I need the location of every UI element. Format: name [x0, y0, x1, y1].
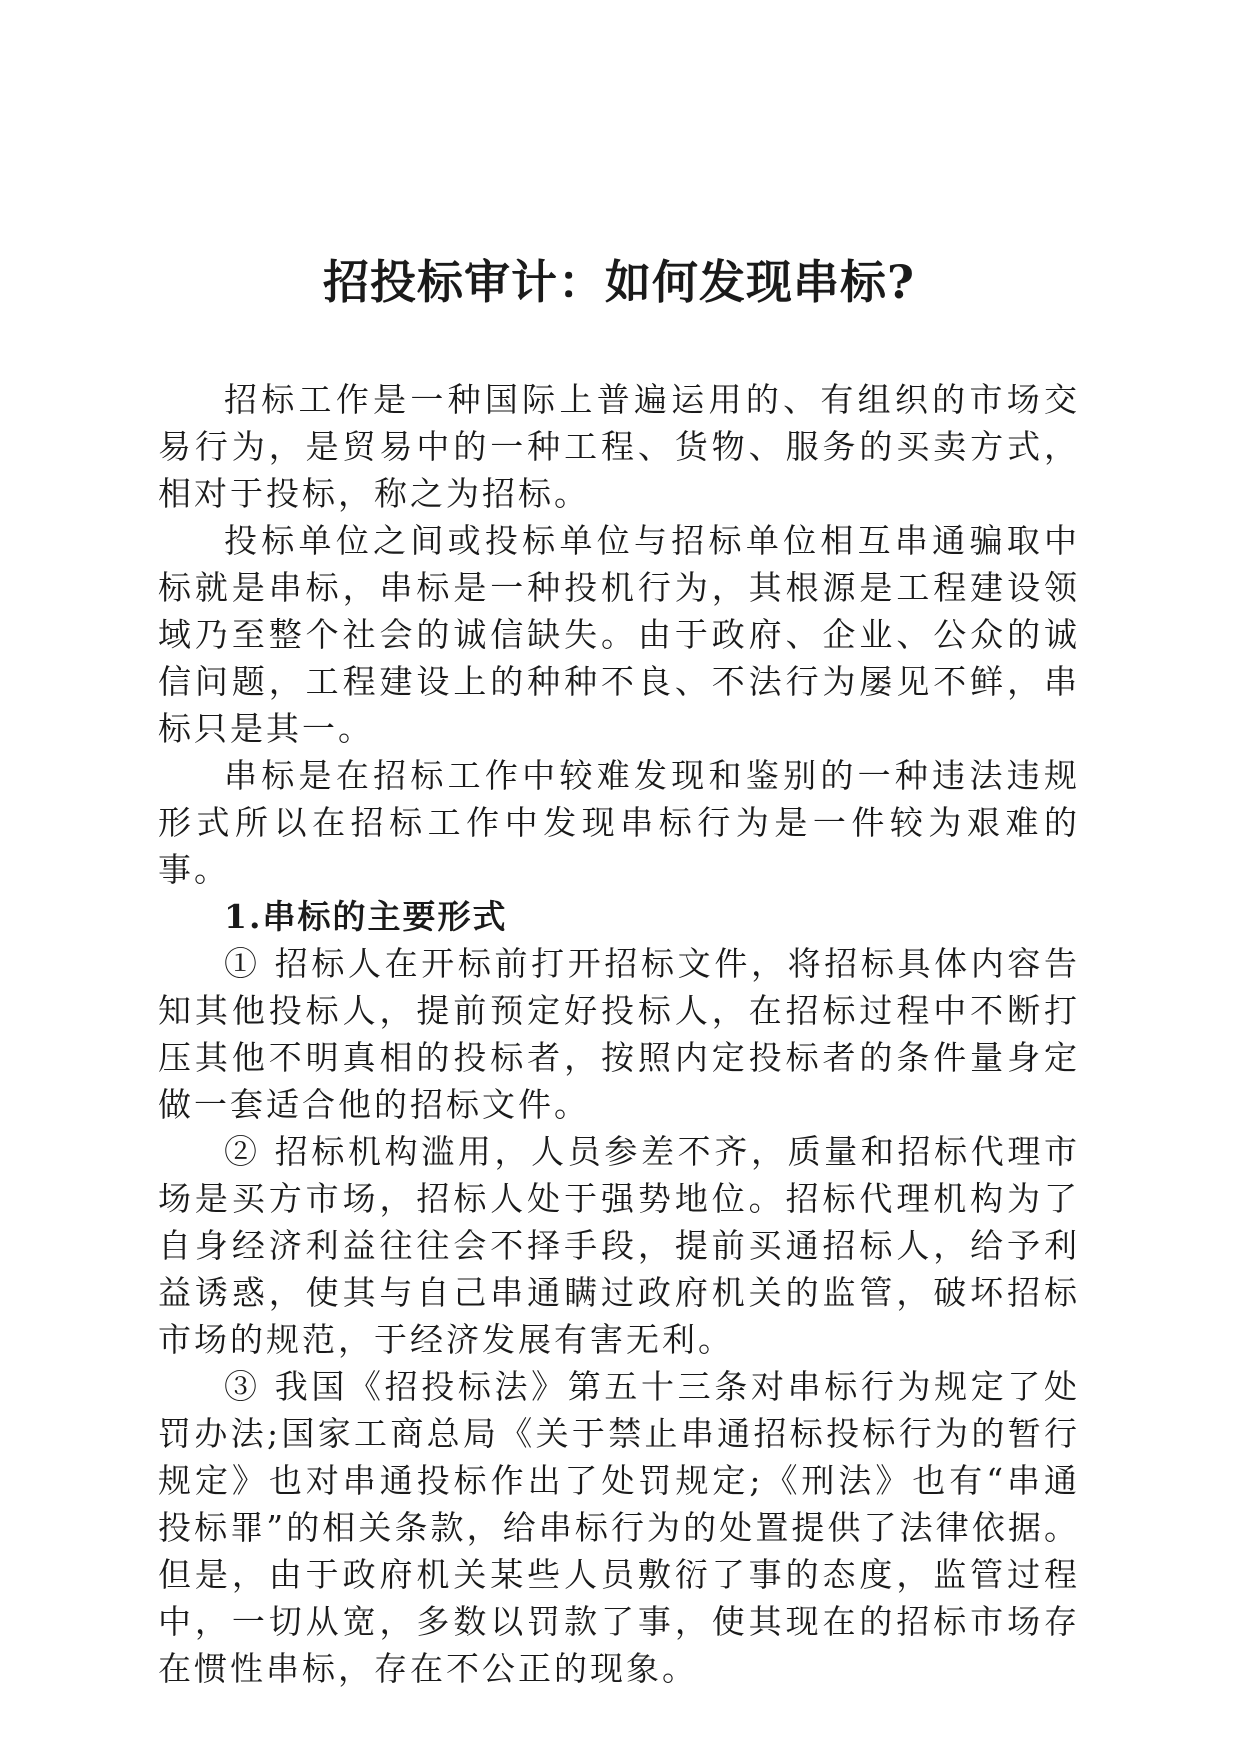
document-title: 招投标审计：如何发现串标?: [323, 255, 915, 309]
list-item: ① 招标人在开标前打开招标文件，将招标具体内容告知其他投标人，提前预定好投标人，在招标过程中不断打压其他不明真相的投标者，按照内定投标者的条件量身定做一套适合他的招标文件。: [158, 944, 1080, 1124]
document-page: [158, 252, 1080, 1692]
list-item: ③ 我国《招投标法》第五十三条对串标行为规定了处罚办法;国家工商总局《关于禁止串通招标投标行为的暂行规定》也对串通投标作出了处罚规定;《刑法》也有“串通投标罪”的相关条款，给串标行为的处置提供了法律依据。但是，由于政府机关某些人员敷衍了事的态度，监管过程中，一切从宽，多数以罚款了事，使其现在的招标市场存在惯性串标，存在不公正的现象。: [158, 1367, 1080, 1688]
definition-paragraph: 投标单位之间或投标单位与招标单位相互串通骗取中标就是串标，串标是一种投机行为，其根源是工程建设领域乃至整个社会的诚信缺失。由于政府、企业、公众的诚信问题，工程建设上的种种不良、不法行为屡见不鲜，串标只是其一。: [158, 521, 1080, 748]
document-body: [158, 376, 1080, 1692]
intro-paragraph: 招标工作是一种国际上普遍运用的、有组织的市场交易行为，是贸易中的一种工程、货物、服务的买卖方式，相对于投标，称之为招标。: [158, 380, 1080, 513]
list-item: ② 招标机构滥用，人员参差不齐，质量和招标代理市场是买方市场，招标人处于强势地位。招标代理机构为了自身经济利益往往会不择手段，提前买通招标人，给予利益诱惑，使其与自己串通瞒过政府机关的监管，破坏招标市场的规范，于经济发展有害无利。: [158, 1132, 1080, 1359]
difficulty-paragraph: 串标是在招标工作中较难发现和鉴别的一种违法违规形式所以在招标工作中发现串标行为是一件较为艰难的事。: [158, 756, 1080, 889]
section-heading: 1.串标的主要形式: [224, 897, 508, 936]
